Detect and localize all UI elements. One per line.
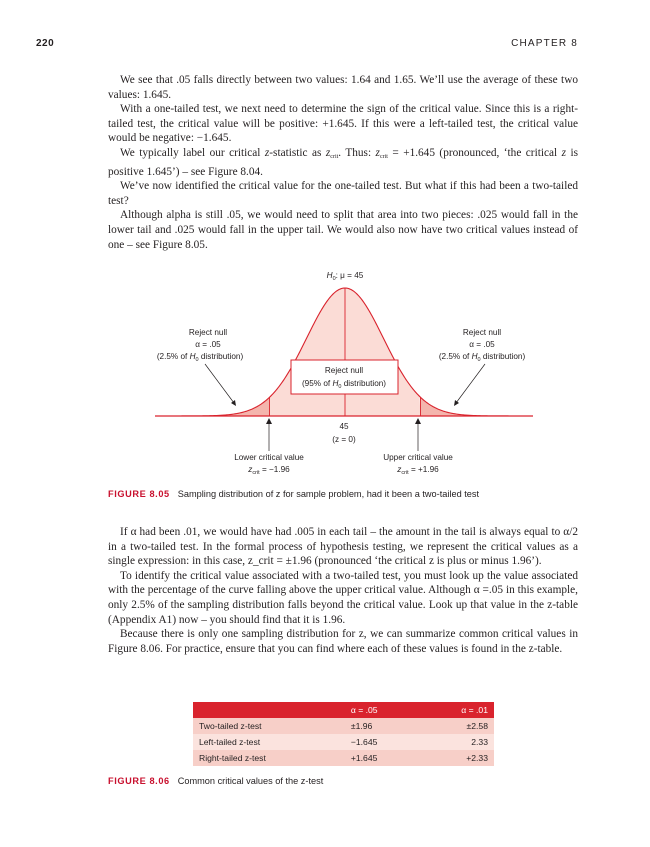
arrowhead-lower-critical <box>266 418 272 424</box>
chapter-label: CHAPTER 8 <box>511 38 578 49</box>
svg-text:Reject null: Reject null <box>188 328 228 337</box>
table-header-cell: α = .05 <box>345 702 420 718</box>
svg-text:α = .05: α = .05 <box>469 340 495 349</box>
table-cell: ±2.58 <box>419 718 494 734</box>
reject-center-line1: Reject null <box>324 366 364 375</box>
arrow-right <box>456 364 485 403</box>
reject-center-line2: (95% of $H_0$ distribution) <box>301 379 387 390</box>
reject-region-right <box>421 397 534 416</box>
paragraph: We’ve now identified the critical value for the one-tailed test. But what if this had been a two-tailed test? <box>108 180 578 207</box>
table-header-row <box>193 702 494 718</box>
table-row <box>193 750 494 766</box>
lower-critical-label: Lower critical value <box>234 453 304 462</box>
page-number: 220 <box>36 38 55 49</box>
z-zero-label: (z = 0) <box>332 435 356 444</box>
caption-text: Sampling distribution of z for sample problem, had it been a two-tailed test <box>177 489 480 499</box>
paragraph: Because there is only one sampling distribution for z, we can summarize common critical values in Figure 8.06. For practice, ensure that you can find where each of these values is found in the z-table. <box>108 628 578 655</box>
reject-label-right <box>439 328 526 363</box>
table-cell: 2.33 <box>419 734 494 750</box>
paragraph: With a one-tailed test, we next need to determine the sign of the critical value. Since this is a right-tailed test, the critical value will be positive: +1.645. If this were a left-tailed test, the critical value would be negative: −1.645. <box>108 103 578 145</box>
reject-region-left <box>157 398 270 416</box>
table-cell: +2.33 <box>419 750 494 766</box>
arrow-left <box>205 364 234 403</box>
paragraph: If α had been .01, we would have had .005 in each tail – the amount in the tail is always equal to α/2 in a two-tailed test. In the formal process of hypothesis testing, we represent the critical values as a single expression: in this case, z_crit = ±1.96 (pronounced ‘the critical z is plus or minus 1.96’). <box>108 526 578 568</box>
body-text-bottom <box>108 525 578 656</box>
table-row <box>193 718 494 734</box>
table-cell: Right-tailed z-test <box>193 750 345 766</box>
figure-8-06-caption <box>108 776 323 786</box>
svg-text:α = .05: α = .05 <box>195 340 221 349</box>
arrowhead-left <box>231 400 236 406</box>
upper-critical-label: Upper critical value <box>383 453 453 462</box>
mean-value-label: 45 <box>339 422 349 431</box>
paragraph-zcrit: We typically label our critical z-statistic as $z_{crit}$. Thus: $z_{crit} = +1.645$ (pronounced, ‘the critical z is positive 1.645’) – see Figure 8.04. <box>108 146 578 178</box>
table-header-cell <box>193 702 345 718</box>
paragraph: To identify the critical value associated with a two-tailed test, you must look up the value associated with the percentage of the curve falling above the upper critical value. Although α =.05 in this example, only 2.5% of the sampling distribution falls beyond the critical value. Look up that value in the z-table (Appendix A1) now – you should find that it is 1.96. <box>108 569 578 626</box>
caption-number: FIGURE 8.05 <box>108 489 170 499</box>
table-cell: ±1.96 <box>345 718 420 734</box>
table-cell: Left-tailed z-test <box>193 734 345 750</box>
h0-label: $H_0$: μ = 45 <box>326 271 364 282</box>
upper-critical-value: $z_{crit} = +1.96$ <box>397 465 439 476</box>
svg-text:Reject null: Reject null <box>462 328 502 337</box>
body-text-top <box>108 73 578 252</box>
table-cell: Two-tailed z-test <box>193 718 345 734</box>
lower-critical-value: $z_{crit} = -1.96$ <box>248 465 290 476</box>
figure-8-05-caption <box>108 489 479 499</box>
arrowhead-right <box>454 400 459 406</box>
caption-text: Common critical values of the z-test <box>177 776 324 786</box>
paragraph: We see that .05 falls directly between two values: 1.64 and 1.65. We’ll use the average of these two values: 1.645. <box>108 74 578 101</box>
table-row <box>193 734 494 750</box>
svg-text:(2.5% of H0 distribution): (2.5% of $H_0$ distribution) <box>438 352 526 363</box>
figure-8-05-distribution <box>0 262 650 492</box>
table-cell: −1.645 <box>345 734 420 750</box>
table-header-cell: α = .01 <box>419 702 494 718</box>
paragraph: Although alpha is still .05, we would need to split that area into two pieces: .025 would fall in the lower tail and .025 would fall in the upper tail. We would also now have two critical values instead of one – see Figure 8.05. <box>108 209 578 251</box>
arrowhead-upper-critical <box>415 418 421 424</box>
svg-text:(2.5% of H0 distribution): (2.5% of $H_0$ distribution) <box>156 352 244 363</box>
reject-label-left <box>157 328 244 363</box>
caption-number: FIGURE 8.06 <box>108 776 170 786</box>
critical-values-table <box>193 702 494 766</box>
table-cell: +1.645 <box>345 750 420 766</box>
